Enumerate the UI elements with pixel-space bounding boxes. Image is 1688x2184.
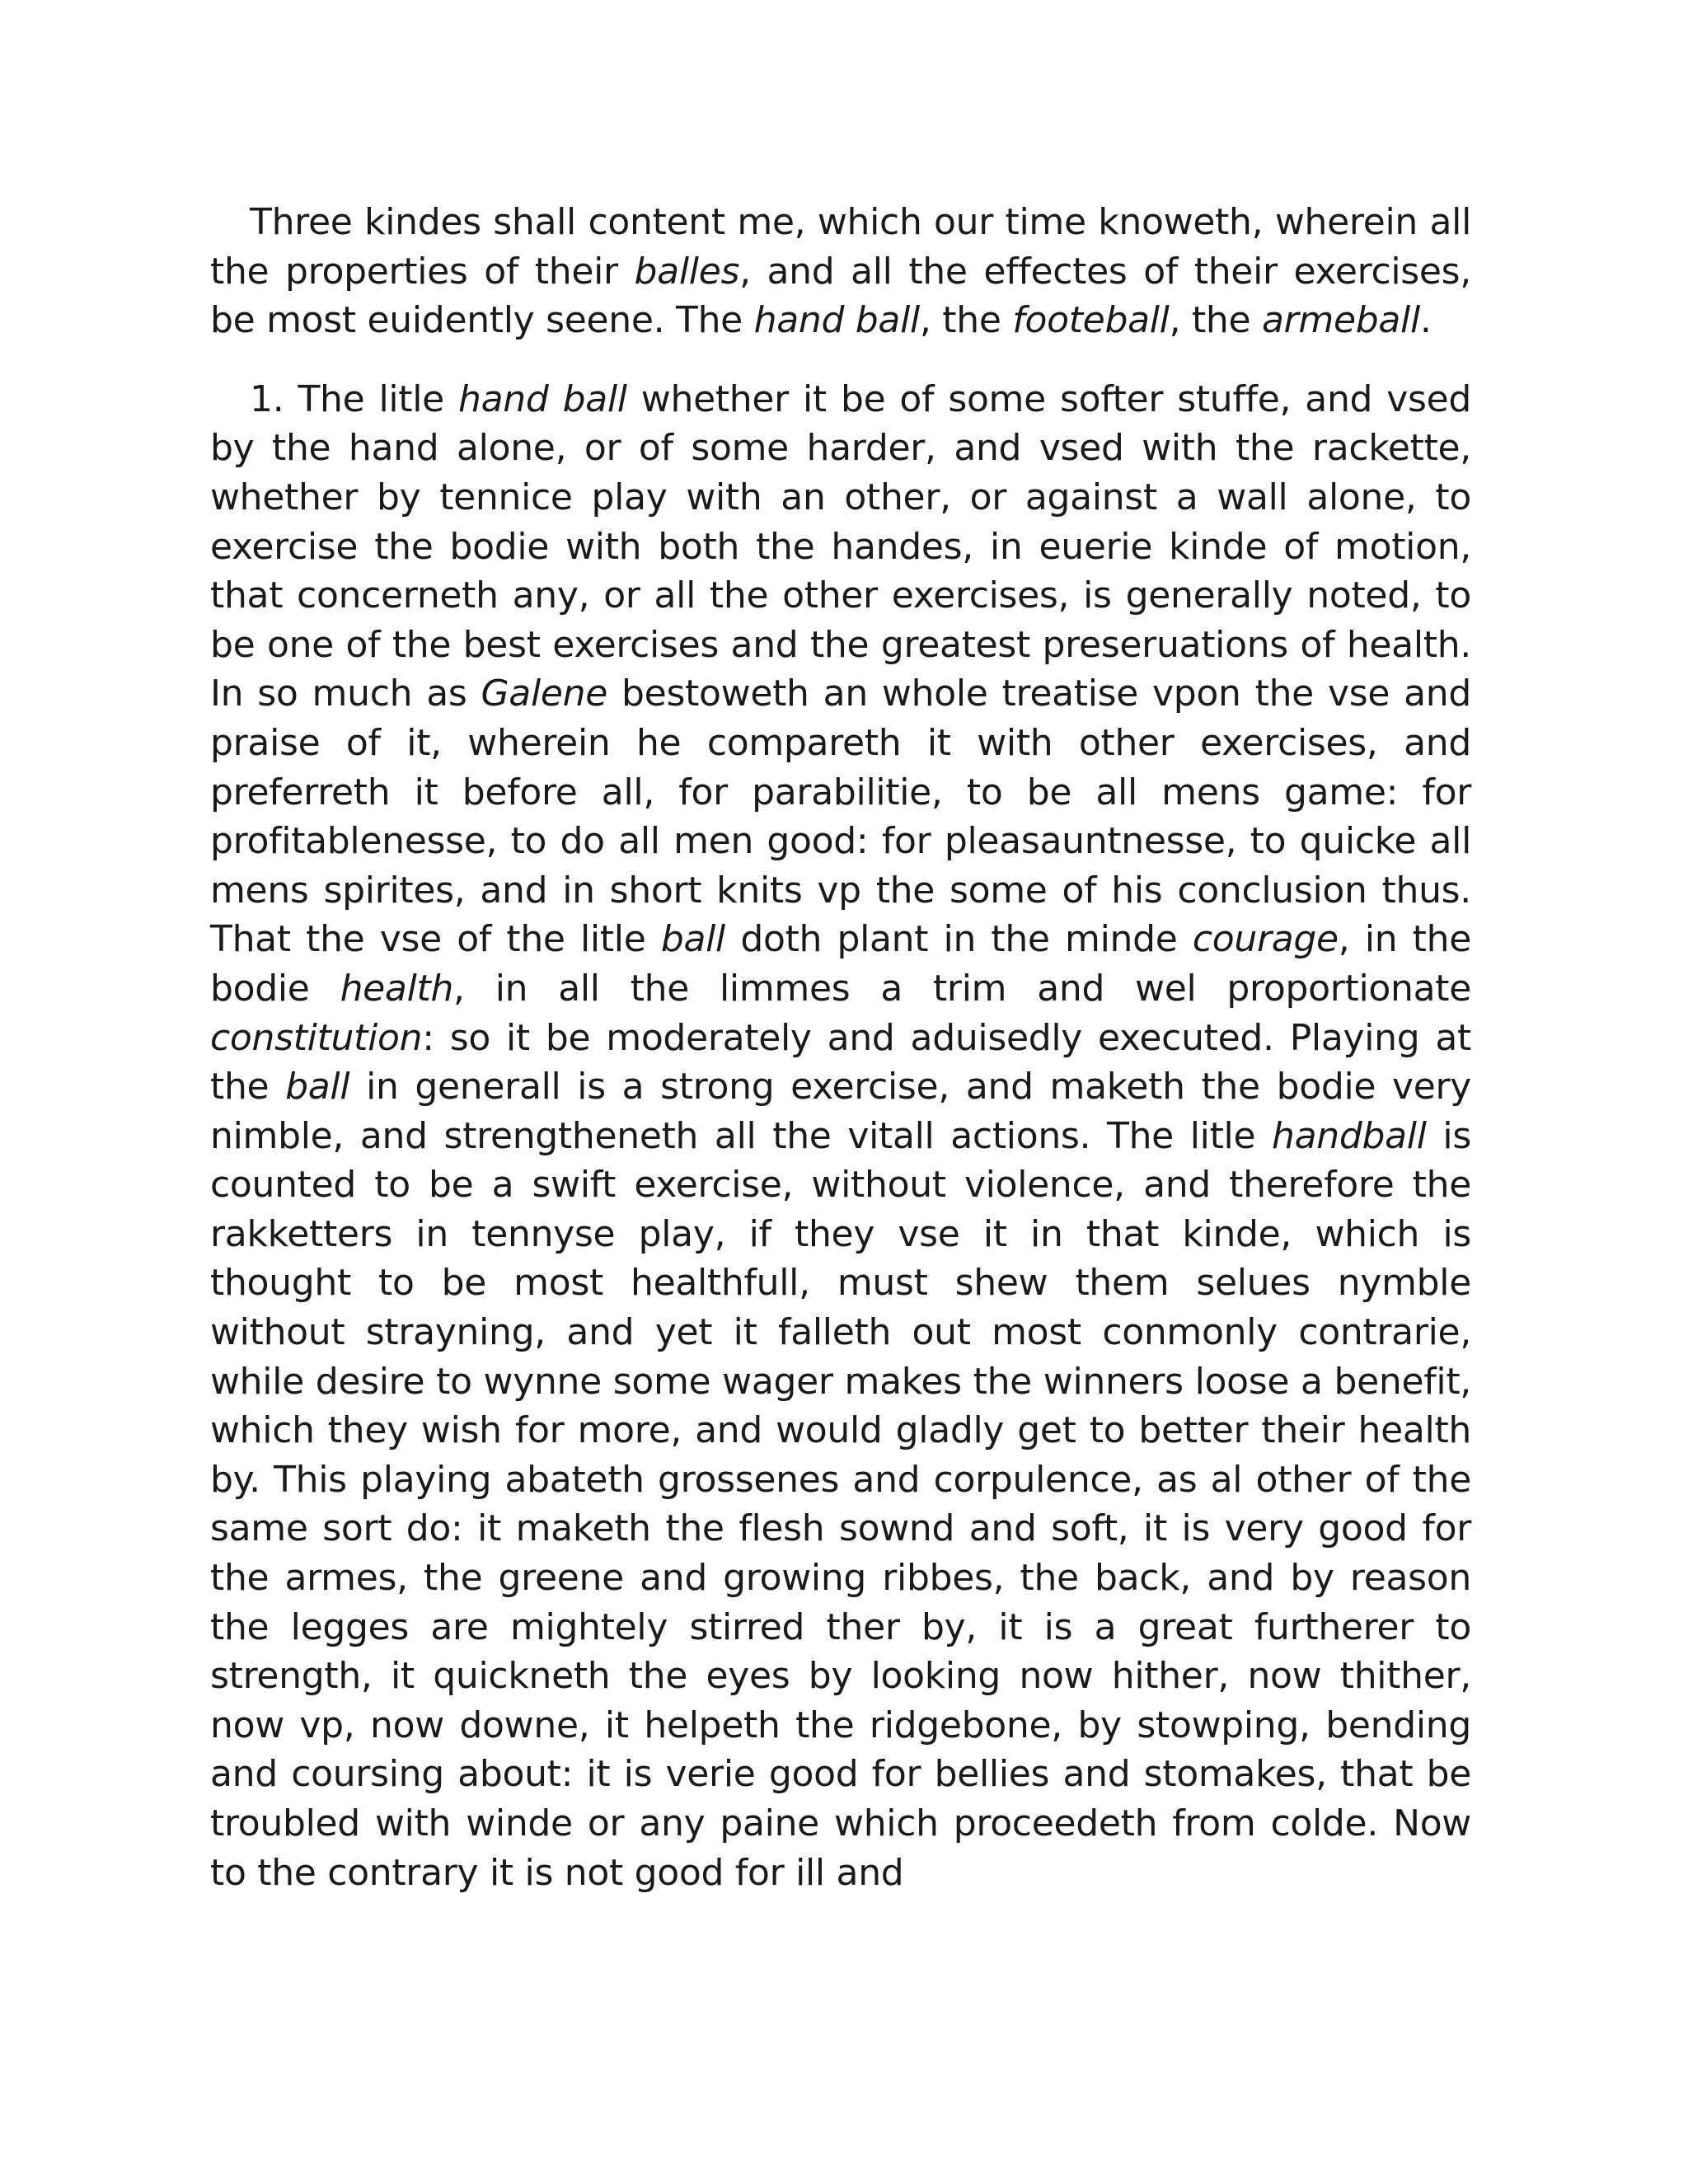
text-run: , the <box>1169 299 1262 342</box>
paragraph-intro <box>210 198 1471 345</box>
italic-term: ball <box>285 1066 350 1108</box>
italic-term: balles <box>634 250 740 293</box>
text-run: whether it be of some softer stuffe, and vsed by the hand alone, or of some harder, and vsed with the rackette, whether by tennice play with an other, or against a wall alone, to exercise the bodie with both the handes, in euerie kinde of motion, that concerneth any, or all the other exercises, is generally noted, to be one of the best exercises and the greatest preseruations of health. In so much as <box>210 377 1471 715</box>
text-run: Three kindes shall content me, which our time knoweth, wherein all the properties of their <box>210 201 1471 293</box>
italic-term: constitution <box>210 1016 423 1059</box>
text-run: . <box>1419 299 1432 342</box>
paragraph-hand-ball <box>210 375 1471 1897</box>
text-run: , in all the limmes a trim and wel proportionate <box>453 967 1471 1010</box>
italic-term: courage <box>1192 918 1339 961</box>
italic-term: armeball <box>1261 299 1420 342</box>
text-run: doth plant in the minde <box>725 918 1193 961</box>
italic-term: health <box>340 967 454 1010</box>
italic-term: Galene <box>481 673 608 715</box>
text-run: bestoweth an whole treatise vpon the vse and praise of it, wherein he compareth it with other exercises, and preferreth it before all, for parabilitie, to be all mens game: for profitablenesse, to do all men good: for pleasauntnesse, to quicke all mens spirites, and in short knits vp the some of his conclusion thus. That the vse of the litle <box>210 673 1472 961</box>
text-run: is counted to be a swift exercise, without violence, and therefore the rakketters in tennyse play, if they vse it in that kinde, which is thought to be most healthfull, must shew them selues nymble without strayning, and yet it falleth out most conmonly contrarie, while desire to wynne some wager makes the winners loose a benefit, which they wish for more, and would gladly get to better their health by. This playing abateth grossenes and corpulence, as al other of the same sort do: it maketh the flesh sownd and soft, it is very good for the armes, the greene and growing ribbes, the back, and by reason the legges are mightely stirred ther by, it is a great furtherer to strength, it quickneth the eyes by looking now hither, now thither, now vp, now downe, it helpeth the ridgebone, by stowping, bending and coursing about: it is verie good for bellies and stomakes, that be troubled with winde or any paine which proceedeth from colde. Now to the contrary it is not good for ill and <box>210 1114 1471 1894</box>
italic-term: footeball <box>1012 299 1170 342</box>
text-run: , in the bodie <box>210 918 1471 1010</box>
text-run: : so it be moderately and aduisedly executed. Playing at the <box>210 1016 1471 1108</box>
italic-term: ball <box>660 918 725 961</box>
text-run: 1. The litle <box>250 377 459 420</box>
text-run: in generall is a strong exercise, and maketh the bodie very nimble, and strengtheneth all the vitall actions. The litle <box>210 1066 1471 1157</box>
text-run: , the <box>919 299 1013 342</box>
text-run: , and all the effectes of their exercises, be most euidently seene. The <box>210 250 1471 342</box>
italic-term: handball <box>1272 1114 1427 1157</box>
italic-term: hand ball <box>753 299 920 342</box>
text-body <box>210 198 1471 1897</box>
italic-term: hand ball <box>458 377 627 420</box>
